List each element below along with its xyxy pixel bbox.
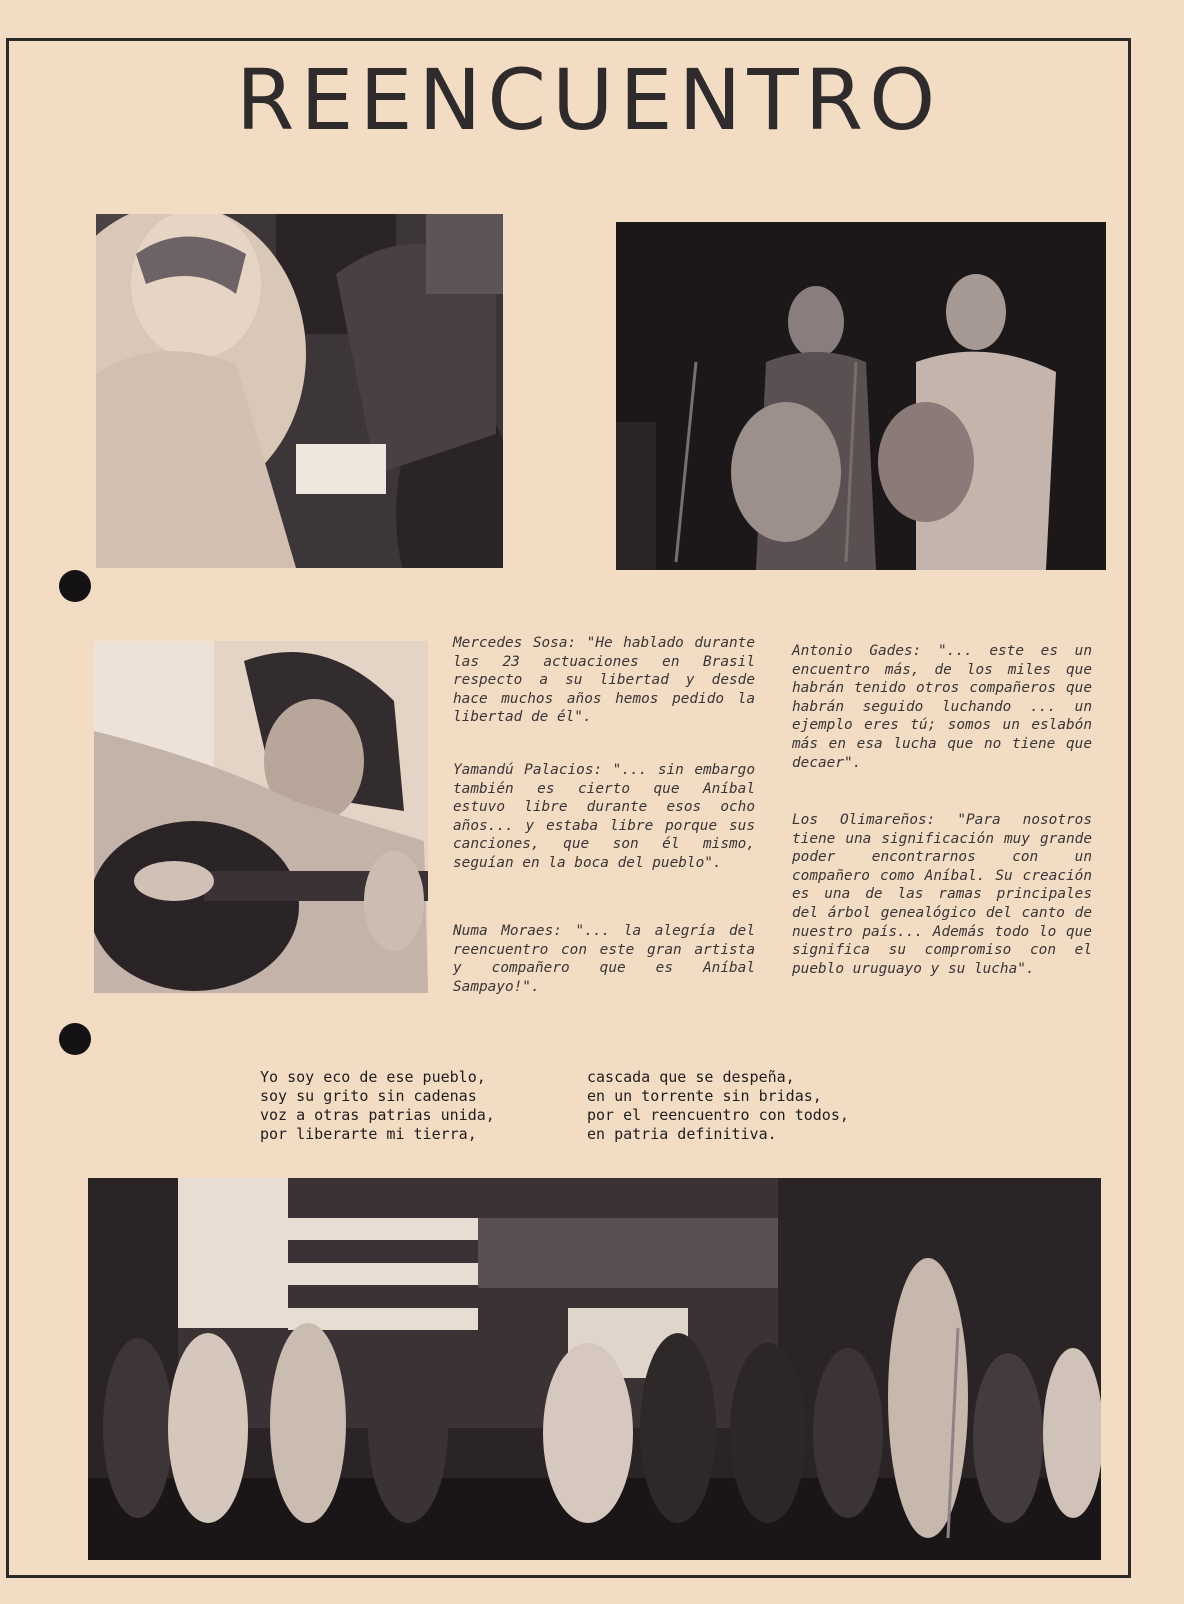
page-title: REENCUENTRO bbox=[236, 51, 942, 149]
verse-right-stanza: cascada que se despeña, en un torrente sin bridas, por el reencuentro con todos, en patria definitiva. bbox=[587, 1068, 849, 1143]
frame-left-rule bbox=[6, 38, 9, 1578]
quote-numa-moraes: Numa Moraes: "... la alegría del reencuentro con este gran artista y compañero que es Aníbal Sampayo!". bbox=[453, 923, 755, 995]
quote-antonio-gades: Antonio Gades: "... este es un encuentro más, de los miles que habrán tenido otros compañeros que habrán seguido luchando ... un ejemplo eres tú; somos un eslabón más en esa lucha que no tiene que decaer". bbox=[792, 643, 1092, 771]
quote-yamandu-palacios: Yamandú Palacios: "... sin embargo también es cierto que Aníbal estuvo libre durante esos ocho años... y estaba libre porque sus canciones, que son él mismo, seguían en la boca del pueblo". bbox=[453, 762, 755, 871]
verse-left-stanza: Yo soy eco de ese pueblo, soy su grito sin cadenas voz a otras patrias unida, por liberarte mi tierra, bbox=[260, 1068, 495, 1143]
frame-right-rule bbox=[1128, 38, 1131, 1578]
photo-guitarists-stage bbox=[616, 222, 1106, 570]
frame-bottom-rule bbox=[6, 1575, 1130, 1578]
quote-mercedes-sosa: Mercedes Sosa: "He hablado durante las 23 actuaciones en Brasil respecto a su libertad y desde hace muchos años hemos pedido la libertad de él". bbox=[453, 635, 755, 726]
quote-los-olimarenos: Los Olimareños: "Para nosotros tiene una significación muy grande poder encontrarnos con un compañero como Aníbal. Su creación es una de las ramas principales del árbol genealógico del canto de nuestro país... Además todo lo que significa su compromiso con el pueblo uruguayo y su lucha". bbox=[792, 812, 1092, 977]
frame-top-rule bbox=[6, 38, 1130, 41]
photo-guitarist-portrait bbox=[94, 641, 428, 993]
binder-hole-lower bbox=[59, 1023, 91, 1055]
photo-group-stage-flag bbox=[88, 1178, 1101, 1560]
photo-greeting bbox=[96, 214, 503, 568]
binder-hole-upper bbox=[59, 570, 91, 602]
